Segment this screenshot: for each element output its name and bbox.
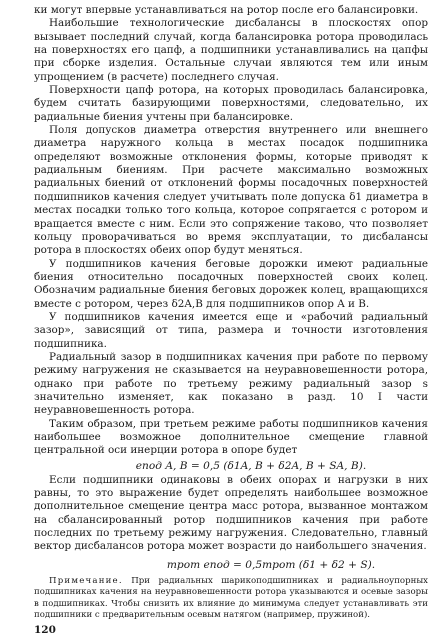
- page-number: 120: [34, 624, 56, 636]
- footnote-heading: Примечание.: [49, 575, 123, 586]
- footnote: [34, 576, 428, 622]
- paragraph-5: У подшипников качения имеется еще и «рабочий радиальный зазор», зависящий от типа, размера и точности изготовления подшипника.: [34, 310, 428, 350]
- paragraph-4: У подшипников качения беговые дорожки имеют радиальные биения относительно посадочных поверхностей своих колец. Обозначим радиальные биения беговых дорожек колец, вращающихся вместе с ротором, через δ2A,B для подшипников опор A и B.: [34, 257, 428, 310]
- paragraph-7: Таким образом, при третьем режиме работы подшипников качения наибольшее возможное дополнительное смещение главной центральной оси инерции ротора в опоре будет: [34, 417, 428, 457]
- paragraph-1: Наибольшие технологические дисбалансы в плоскостях опор вызывает последний случай, когда балансировка ротора проводилась на поверхностях его цапф, а подшипники устанавливались на цапфы при сборке изделия. Остальные случаи являются тем или иным упрощением (в расчете) последнего случая.: [34, 17, 428, 83]
- paragraph-3: Поля допусков диаметра отверстия внутреннего или внешнего диаметра наружного кольца в местах посадок подшипника определяют возможные отклонения формы, которые приводят к радиальным биениям. При расчете максимально возможных радиальных биений от отклонений формы посадочных поверхностей подшипников качения следует учитывать поле допуска δ1 диаметра в местах посадки только того кольца, которое сопрягается с ротором и вращается вместе с ним. Если это сопряжение таково, что позволяет кольцу проворачиваться во время эксплуатации, то дисбалансы ротора в плоскостях обеих опор будут меняться.: [34, 124, 428, 257]
- formula-main-vector: mрот eпод = 0,5mрот (δ1 + δ2 + S).: [166, 558, 376, 571]
- paragraph-8: Если подшипники одинаковы в обеих опорах и нагрузки в них равны, то это выражение будет определять наибольшее возможное дополнительное смещение центра масс ротора, вызванное монтажом на сбалансированный ротор подшипников качения при работе последних по третьему режиму нагружения. Следовательно, главный вектор дисбалансов ротора может возрасти до наибольшего значения.: [34, 473, 428, 553]
- paragraph-0: ки могут впервые устанавливаться на ротор после его балансировки.: [34, 4, 419, 16]
- footnote-text: При радиальных шарикоподшипниках и радиальноупорных подшипниках качения на неуравновешенности ротора указываются и осевые зазоры в подшипниках. Чтобы снизить их влияние до минимума следует устанавливать эти подшипники с предварительным осевым натягом (например, пружиной).: [34, 575, 429, 620]
- formula-displacement: eпод A, B = 0,5 (δ1A, B + δ2A, B + SA, B).: [135, 459, 367, 472]
- paragraph-2: Поверхности цапф ротора, на которых проводилась балансировка, будем считать базирующими поверхностями, следовательно, их радиальные биения учтены при балансировке.: [34, 84, 428, 123]
- paragraph-6: Радиальный зазор в подшипниках качения при работе по первому режиму нагружения не сказывается на неуравновешенности ротора, однако при работе по третьему режиму радиальный зазор s значительно изменяет, как показано в разд. 10 I части неуравновешенность ротора.: [34, 350, 428, 417]
